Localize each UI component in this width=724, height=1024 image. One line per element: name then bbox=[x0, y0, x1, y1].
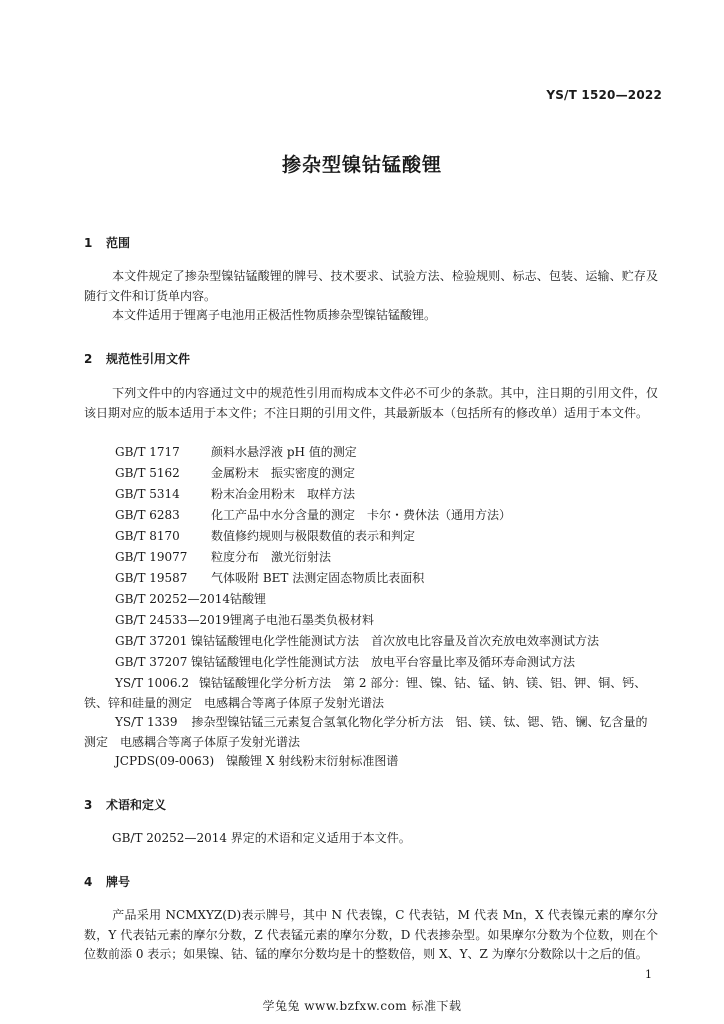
reference-item bbox=[84, 674, 658, 713]
footer-watermark: 学兔兔 www.bzfxw.com 标准下载 bbox=[262, 999, 462, 1013]
reference-title: 金属粉末 振实密度的测定 bbox=[211, 466, 356, 480]
section-3-paragraph bbox=[84, 829, 658, 849]
reference-code: GB/T 19587 bbox=[115, 571, 188, 585]
section-title: 范围 bbox=[106, 236, 131, 250]
reference-title: 钴酸锂 bbox=[229, 592, 266, 606]
section-2-intro bbox=[84, 384, 658, 423]
reference-title: 气体吸附 BET 法测定固态物质比表面积 bbox=[211, 571, 425, 585]
reference-title: 数值修约规则与极限数值的表示和判定 bbox=[211, 529, 416, 543]
section-2-heading bbox=[84, 350, 190, 367]
reference-title: 粉末冶金用粉末 取样方法 bbox=[211, 487, 356, 501]
section-1-paragraph-1 bbox=[84, 267, 658, 306]
reference-title: 镍钴锰酸锂电化学性能测试方法 放电平台容量比率及循环寿命测试方法 bbox=[191, 655, 576, 669]
reference-item bbox=[115, 590, 266, 610]
reference-code: YS/T 1339 bbox=[115, 715, 178, 729]
paragraph-text: 产品采用 NCMXYZ(D)表示牌号，其中 N 代表镍，C 代表钴，M 代表 Mn，X 代表镍元素的摩尔分数，Y 代表钴元素的摩尔分数，Z 代表锰元素的摩尔分数，D 代表掺杂型。如果摩尔分数为个位数，则在个位数前添 0 表示；如果镍、钴、锰的摩尔分数均是十的整数倍，则 X、Y、Z 为摩尔分数除以十之后的值。 bbox=[84, 908, 658, 961]
reference-title: 锂离子电池石墨类负极材料 bbox=[229, 613, 374, 627]
reference-item bbox=[115, 527, 415, 547]
paragraph-text: 下列文件中的内容通过文中的规范性引用而构成本文件必不可少的条款。其中，注日期的引用文件，仅该日期对应的版本适用于本文件；不注日期的引用文件，其最新版本（包括所有的修改单）适用于本文件。 bbox=[84, 386, 658, 420]
section-4-paragraph bbox=[84, 906, 658, 965]
section-number: 4 bbox=[84, 875, 93, 889]
section-number: 2 bbox=[84, 352, 93, 366]
reference-item bbox=[115, 611, 374, 631]
reference-code: YS/T 1006.2 bbox=[115, 676, 189, 690]
reference-code: GB/T 5162 bbox=[115, 466, 180, 480]
document-title: 掺杂型镍钴锰酸锂 bbox=[281, 154, 442, 176]
reference-item bbox=[115, 443, 357, 463]
reference-code: GB/T 1717 bbox=[115, 445, 180, 459]
section-4-heading bbox=[84, 873, 130, 890]
reference-item bbox=[115, 752, 398, 772]
section-number: 3 bbox=[84, 798, 93, 812]
paragraph-text: 本文件规定了掺杂型镍钴锰酸锂的牌号、技术要求、试验方法、检验规则、标志、包装、运输、贮存及随行文件和订货单内容。 bbox=[84, 269, 658, 303]
page-number: 1 bbox=[645, 968, 652, 981]
reference-item bbox=[84, 713, 658, 752]
reference-code: GB/T 37201 bbox=[115, 634, 188, 648]
reference-title: 化工产品中水分含量的测定 卡尔・费休法（通用方法） bbox=[211, 508, 512, 522]
reference-item bbox=[115, 548, 331, 568]
paragraph-text: 本文件适用于锂离子电池用正极活性物质掺杂型镍钴锰酸锂。 bbox=[112, 308, 437, 322]
reference-item bbox=[115, 653, 575, 673]
reference-code: GB/T 37207 bbox=[115, 655, 188, 669]
reference-title: 镍钴锰酸锂化学分析方法 第 2 部分：锂、镍、钴、锰、钠、镁、铝、钾、铜、钙、铁、锌和硅量的测定 电感耦合等离子体原子发射光谱法 bbox=[84, 676, 647, 710]
section-1-paragraph-2 bbox=[84, 306, 658, 326]
reference-code: GB/T 6283 bbox=[115, 508, 180, 522]
reference-title: 粒度分布 激光衍射法 bbox=[211, 550, 332, 564]
reference-code: GB/T 24533—2019 bbox=[115, 613, 230, 627]
paragraph-text: GB/T 20252—2014 界定的术语和定义适用于本文件。 bbox=[112, 831, 411, 845]
reference-item bbox=[115, 464, 355, 484]
section-title: 术语和定义 bbox=[106, 798, 167, 812]
reference-title: 掺杂型镍钴锰三元素复合氢氧化物化学分析方法 铝、镁、钛、锶、锆、镧、钇含量的测定 电感耦合等离子体原子发射光谱法 bbox=[84, 715, 648, 749]
reference-item bbox=[115, 485, 355, 505]
section-title: 牌号 bbox=[106, 875, 131, 889]
reference-item bbox=[115, 506, 511, 526]
section-3-heading bbox=[84, 796, 166, 813]
reference-title: 镍钴锰酸锂电化学性能测试方法 首次放电比容量及首次充放电效率测试方法 bbox=[191, 634, 600, 648]
section-1-heading bbox=[84, 234, 130, 251]
reference-item bbox=[115, 632, 599, 652]
reference-item bbox=[115, 569, 424, 589]
reference-title: 颜料水悬浮液 pH 值的测定 bbox=[211, 445, 357, 459]
reference-title: 镍酸锂 X 射线粉末衍射标准图谱 bbox=[226, 754, 399, 768]
reference-code: GB/T 5314 bbox=[115, 487, 180, 501]
reference-code: GB/T 19077 bbox=[115, 550, 188, 564]
reference-code: GB/T 20252—2014 bbox=[115, 592, 230, 606]
section-number: 1 bbox=[84, 236, 93, 250]
standard-code: YS/T 1520—2022 bbox=[546, 88, 662, 102]
reference-code: GB/T 8170 bbox=[115, 529, 180, 543]
reference-code: JCPDS(09-0063) bbox=[115, 754, 215, 768]
section-title: 规范性引用文件 bbox=[106, 352, 191, 366]
